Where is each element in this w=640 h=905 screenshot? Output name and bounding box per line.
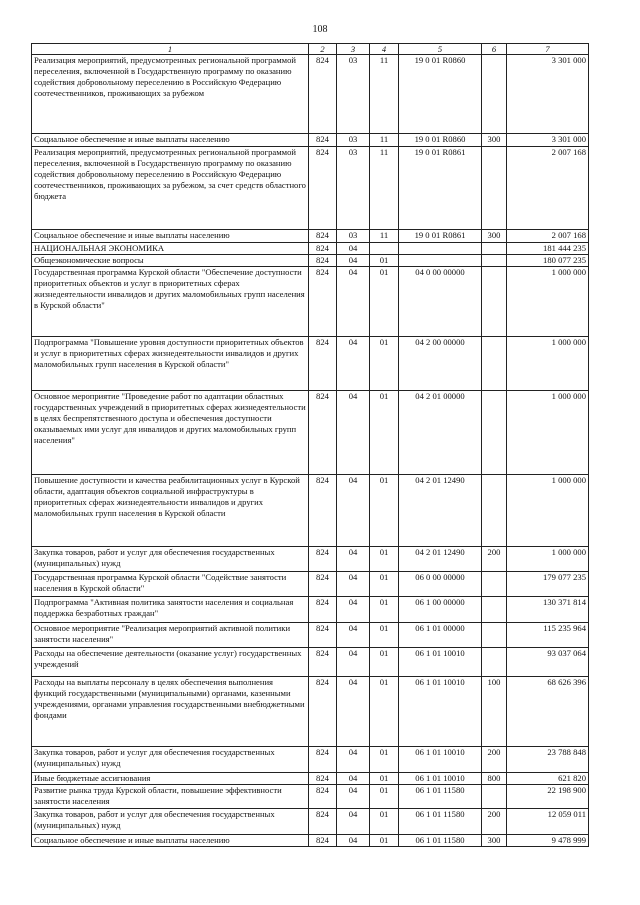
table-row xyxy=(32,648,589,677)
cell-ministry: 824 xyxy=(309,773,337,785)
table-row xyxy=(32,747,589,773)
cell-section: 04 xyxy=(337,547,370,572)
cell-subsection: 01 xyxy=(370,623,399,648)
cell-subsection: 01 xyxy=(370,475,399,547)
cell-section: 04 xyxy=(337,475,370,547)
cell-amount: 68 626 396 xyxy=(507,677,589,747)
cell-subsection: 01 xyxy=(370,773,399,785)
cell-subsection: 11 xyxy=(370,134,399,147)
cell-expense xyxy=(482,648,507,677)
cell-amount: 1 000 000 xyxy=(507,267,589,337)
header-section: 3 xyxy=(337,44,370,55)
cell-subsection: 01 xyxy=(370,835,399,847)
page-number: 108 xyxy=(312,24,328,35)
cell-target: 06 1 01 00000 xyxy=(399,623,482,648)
header-row xyxy=(32,44,589,55)
cell-name: Социальное обеспечение и иные выплаты населению xyxy=(32,230,309,243)
cell-amount: 9 478 999 xyxy=(507,835,589,847)
cell-subsection: 11 xyxy=(370,230,399,243)
cell-section: 04 xyxy=(337,255,370,267)
cell-subsection: 01 xyxy=(370,785,399,809)
cell-ministry: 824 xyxy=(309,134,337,147)
cell-name: Развитие рынка труда Курской области, повышение эффективности занятости населения xyxy=(32,785,309,809)
cell-name: Реализация мероприятий, предусмотренных региональной программой переселения, включенной в Государственную программу по оказанию содействия добровольному переселению в Российскую Федерацию соотечественников, проживающих за рубежом, за счет средств областного бюджета xyxy=(32,147,309,230)
cell-ministry: 824 xyxy=(309,267,337,337)
cell-target: 06 1 01 10010 xyxy=(399,677,482,747)
cell-subsection: 01 xyxy=(370,547,399,572)
table-row xyxy=(32,337,589,391)
cell-target: 19 0 01 R0860 xyxy=(399,134,482,147)
cell-subsection: 01 xyxy=(370,337,399,391)
cell-subsection: 01 xyxy=(370,747,399,773)
cell-name: Повышение доступности и качества реабилитационных услуг в Курской области, адаптация объектов социальной инфраструктуры в приоритетных сферах жизнедеятельности инвалидов и других маломобильных групп населения в Курской области xyxy=(32,475,309,547)
cell-expense xyxy=(482,55,507,134)
cell-subsection: 01 xyxy=(370,391,399,475)
table-body xyxy=(32,55,589,847)
cell-section: 04 xyxy=(337,267,370,337)
cell-name: Подпрограмма "Активная политика занятости населения и социальная поддержка безработных граждан" xyxy=(32,597,309,623)
cell-ministry: 824 xyxy=(309,475,337,547)
cell-subsection: 01 xyxy=(370,572,399,597)
cell-expense: 800 xyxy=(482,773,507,785)
cell-section: 03 xyxy=(337,147,370,230)
cell-target: 06 1 01 11580 xyxy=(399,835,482,847)
cell-name: Общеэкономические вопросы xyxy=(32,255,309,267)
cell-ministry: 824 xyxy=(309,391,337,475)
cell-subsection: 01 xyxy=(370,809,399,835)
header-expense: 6 xyxy=(482,44,507,55)
cell-amount: 180 077 235 xyxy=(507,255,589,267)
cell-ministry: 824 xyxy=(309,572,337,597)
table-row xyxy=(32,785,589,809)
table-row xyxy=(32,391,589,475)
cell-subsection: 01 xyxy=(370,255,399,267)
cell-name: Государственная программа Курской области "Обеспечение доступности приоритетных объектов и услуг в приоритетных сферах жизнедеятельности инвалидов и других маломобильных групп населения в Курской области" xyxy=(32,267,309,337)
table-row xyxy=(32,55,589,134)
cell-name: Государственная программа Курской области "Содействие занятости населения в Курской области" xyxy=(32,572,309,597)
cell-section: 04 xyxy=(337,243,370,255)
cell-section: 04 xyxy=(337,835,370,847)
cell-expense: 200 xyxy=(482,747,507,773)
cell-section: 03 xyxy=(337,55,370,134)
cell-ministry: 824 xyxy=(309,747,337,773)
cell-ministry: 824 xyxy=(309,337,337,391)
table-row xyxy=(32,597,589,623)
header-subsection: 4 xyxy=(370,44,399,55)
table-row xyxy=(32,243,589,255)
cell-expense xyxy=(482,475,507,547)
cell-amount: 1 000 000 xyxy=(507,547,589,572)
cell-target: 04 0 00 00000 xyxy=(399,267,482,337)
cell-expense: 100 xyxy=(482,677,507,747)
cell-target: 06 1 01 10010 xyxy=(399,773,482,785)
table-row xyxy=(32,134,589,147)
cell-target: 06 1 01 10010 xyxy=(399,747,482,773)
cell-ministry: 824 xyxy=(309,243,337,255)
table-row xyxy=(32,230,589,243)
table-row xyxy=(32,267,589,337)
cell-target: 04 2 00 00000 xyxy=(399,337,482,391)
table-row xyxy=(32,677,589,747)
cell-expense: 200 xyxy=(482,809,507,835)
cell-name: Основное мероприятие "Проведение работ по адаптации областных государственных учреждений в приоритетных сферах жизнедеятельности в целях беспрепятственного доступа и обеспечения доступности оказываемых ими услуг для инвалидов и других маломобильных групп населения" xyxy=(32,391,309,475)
cell-amount: 115 235 964 xyxy=(507,623,589,648)
cell-expense xyxy=(482,391,507,475)
header-target: 5 xyxy=(399,44,482,55)
cell-subsection: 01 xyxy=(370,267,399,337)
header-name: 1 xyxy=(32,44,309,55)
table-row xyxy=(32,835,589,847)
cell-expense: 300 xyxy=(482,230,507,243)
table-row xyxy=(32,475,589,547)
cell-target: 04 2 01 12490 xyxy=(399,475,482,547)
table-row xyxy=(32,147,589,230)
cell-amount: 1 000 000 xyxy=(507,337,589,391)
cell-section: 04 xyxy=(337,597,370,623)
cell-ministry: 824 xyxy=(309,623,337,648)
cell-target xyxy=(399,243,482,255)
cell-section: 04 xyxy=(337,648,370,677)
cell-section: 03 xyxy=(337,134,370,147)
cell-section: 04 xyxy=(337,337,370,391)
cell-expense: 200 xyxy=(482,547,507,572)
cell-ministry: 824 xyxy=(309,835,337,847)
cell-name: Расходы на выплаты персоналу в целях обеспечения выполнения функций государственными (муниципальными) органами, казенными учреждениями, органами управления государственными внебюджетными фондами xyxy=(32,677,309,747)
cell-amount: 3 301 000 xyxy=(507,134,589,147)
cell-amount: 181 444 235 xyxy=(507,243,589,255)
header-amount: 7 xyxy=(507,44,589,55)
table-row xyxy=(32,809,589,835)
cell-amount: 130 371 814 xyxy=(507,597,589,623)
table-row xyxy=(32,547,589,572)
cell-target: 06 1 01 10010 xyxy=(399,648,482,677)
cell-name: Основное мероприятие "Реализация мероприятий активной политики занятости населения" xyxy=(32,623,309,648)
cell-expense xyxy=(482,785,507,809)
cell-amount: 23 788 848 xyxy=(507,747,589,773)
cell-ministry: 824 xyxy=(309,597,337,623)
cell-amount: 22 198 900 xyxy=(507,785,589,809)
cell-name: Закупка товаров, работ и услуг для обеспечения государственных (муниципальных) нужд xyxy=(32,809,309,835)
cell-ministry: 824 xyxy=(309,55,337,134)
table-row xyxy=(32,623,589,648)
cell-expense xyxy=(482,572,507,597)
cell-target: 19 0 01 R0860 xyxy=(399,55,482,134)
cell-subsection: 01 xyxy=(370,648,399,677)
cell-target: 06 1 01 11580 xyxy=(399,809,482,835)
cell-target: 19 0 01 R0861 xyxy=(399,230,482,243)
cell-subsection: 11 xyxy=(370,147,399,230)
cell-amount: 2 007 168 xyxy=(507,230,589,243)
table-row xyxy=(32,572,589,597)
cell-section: 04 xyxy=(337,773,370,785)
cell-ministry: 824 xyxy=(309,648,337,677)
header-ministry: 2 xyxy=(309,44,337,55)
cell-amount: 179 077 235 xyxy=(507,572,589,597)
cell-amount: 12 059 011 xyxy=(507,809,589,835)
cell-amount: 3 301 000 xyxy=(507,55,589,134)
table-row xyxy=(32,773,589,785)
cell-ministry: 824 xyxy=(309,230,337,243)
table-row xyxy=(32,255,589,267)
cell-expense xyxy=(482,337,507,391)
cell-target: 06 0 00 00000 xyxy=(399,572,482,597)
cell-section: 04 xyxy=(337,391,370,475)
cell-amount: 2 007 168 xyxy=(507,147,589,230)
cell-section: 04 xyxy=(337,677,370,747)
cell-section: 04 xyxy=(337,572,370,597)
cell-ministry: 824 xyxy=(309,255,337,267)
cell-expense: 300 xyxy=(482,835,507,847)
cell-target: 19 0 01 R0861 xyxy=(399,147,482,230)
cell-subsection: 01 xyxy=(370,677,399,747)
cell-subsection xyxy=(370,243,399,255)
cell-name: Реализация мероприятий, предусмотренных региональной программой переселения, включенной в Государственную программу по оказанию содействия добровольному переселению в Российскую Федерацию соотечественников, проживающих за рубежом xyxy=(32,55,309,134)
cell-name: Подпрограмма "Повышение уровня доступности приоритетных объектов и услуг в приоритетных сферах жизнедеятельности инвалидов и других маломобильных групп населения в Курской области" xyxy=(32,337,309,391)
cell-subsection: 01 xyxy=(370,597,399,623)
cell-expense xyxy=(482,255,507,267)
cell-ministry: 824 xyxy=(309,809,337,835)
cell-name: Социальное обеспечение и иные выплаты населению xyxy=(32,835,309,847)
cell-target: 06 1 00 00000 xyxy=(399,597,482,623)
cell-amount: 1 000 000 xyxy=(507,475,589,547)
cell-expense xyxy=(482,623,507,648)
cell-amount: 93 037 064 xyxy=(507,648,589,677)
cell-name: Закупка товаров, работ и услуг для обеспечения государственных (муниципальных) нужд xyxy=(32,547,309,572)
cell-name: Социальное обеспечение и иные выплаты населению xyxy=(32,134,309,147)
cell-target xyxy=(399,255,482,267)
cell-expense: 300 xyxy=(482,134,507,147)
cell-section: 04 xyxy=(337,785,370,809)
cell-expense xyxy=(482,597,507,623)
cell-target: 04 2 01 00000 xyxy=(399,391,482,475)
cell-ministry: 824 xyxy=(309,785,337,809)
cell-name: Иные бюджетные ассигнования xyxy=(32,773,309,785)
cell-ministry: 824 xyxy=(309,677,337,747)
cell-target: 04 2 01 12490 xyxy=(399,547,482,572)
cell-expense xyxy=(482,243,507,255)
cell-subsection: 11 xyxy=(370,55,399,134)
cell-name: НАЦИОНАЛЬНАЯ ЭКОНОМИКА xyxy=(32,243,309,255)
cell-amount: 621 820 xyxy=(507,773,589,785)
cell-section: 04 xyxy=(337,747,370,773)
cell-ministry: 824 xyxy=(309,147,337,230)
cell-expense xyxy=(482,267,507,337)
budget-table xyxy=(31,43,589,847)
cell-amount: 1 000 000 xyxy=(507,391,589,475)
cell-section: 04 xyxy=(337,623,370,648)
cell-target: 06 1 01 11580 xyxy=(399,785,482,809)
cell-expense xyxy=(482,147,507,230)
cell-name: Расходы на обеспечение деятельности (оказание услуг) государственных учреждений xyxy=(32,648,309,677)
cell-section: 04 xyxy=(337,809,370,835)
cell-section: 03 xyxy=(337,230,370,243)
cell-name: Закупка товаров, работ и услуг для обеспечения государственных (муниципальных) нужд xyxy=(32,747,309,773)
cell-ministry: 824 xyxy=(309,547,337,572)
